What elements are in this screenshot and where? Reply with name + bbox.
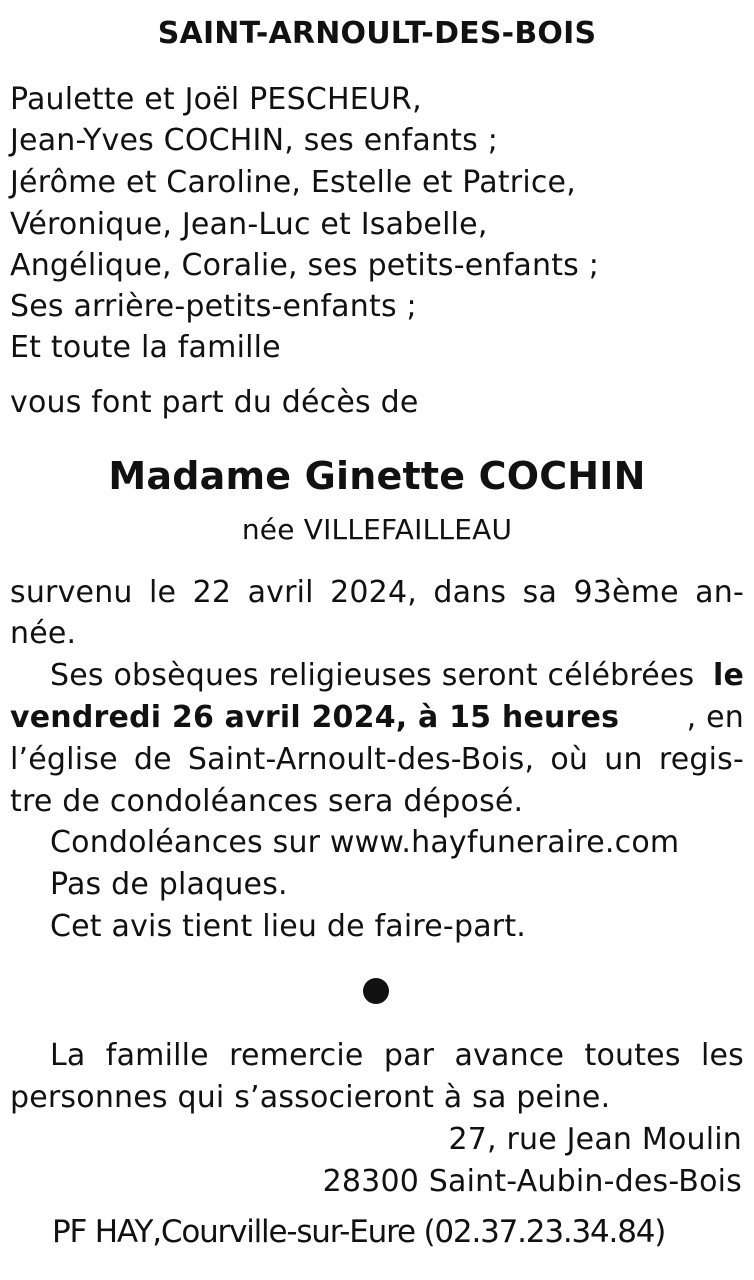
maiden-name: née VILLEFAILLEAU: [241, 513, 513, 546]
family-line: Angélique, Coralie, ses petits-enfants ;: [10, 248, 600, 283]
ceremony-line: [50, 656, 744, 696]
deceased-name: Madame Ginette COCHIN: [108, 454, 646, 498]
address-street: 27, rue Jean Moulin: [448, 1122, 742, 1157]
town-heading: SAINT-ARNOULT-DES-BOIS: [157, 16, 597, 51]
ceremony-line: tre de condoléances sera déposé.: [10, 784, 524, 819]
thanks-line: La famille remercie par avance toutes les: [50, 1038, 744, 1073]
no-plaques-line: Pas de plaques.: [50, 867, 288, 902]
ceremony-line: [10, 698, 744, 738]
death-line: née.: [10, 616, 77, 651]
funeral-home: PF HAY,Courville-sur-Eure (02.37.23.34.84): [52, 1214, 666, 1250]
family-line: Jérôme et Caroline, Estelle et Patrice,: [10, 165, 576, 200]
family-line: Et toute la famille: [10, 330, 281, 365]
separator-dot: [363, 978, 389, 1004]
family-line: Véronique, Jean-Luc et Isabelle,: [10, 207, 488, 242]
ceremony-date-bold: vendredi 26 avril 2024, à 15 heures: [10, 700, 620, 735]
ceremony-date-bold: le: [712, 658, 744, 693]
address-city: 28300 Saint-Aubin-des-Bois: [322, 1164, 742, 1199]
ceremony-line: l’église de Saint-Arnoult-des-Bois, où un regis-: [10, 742, 744, 777]
family-line: Paulette et Joël PESCHEUR,: [10, 82, 422, 117]
family-line: Jean-Yves COCHIN, ses enfants ;: [10, 123, 499, 158]
condolences-line: Condoléances sur www.hayfuneraire.com: [50, 825, 680, 860]
family-line: vous font part du décès de: [10, 385, 419, 420]
announcement-line: Cet avis tient lieu de faire-part.: [50, 909, 527, 944]
death-line: survenu le 22 avril 2024, dans sa 93ème an-: [10, 575, 744, 610]
ceremony-text: , en: [686, 700, 744, 735]
family-line: Ses arrière-petits-enfants ;: [10, 289, 417, 324]
thanks-line: personnes qui s’associeront à sa peine.: [10, 1080, 611, 1115]
ceremony-text: Ses obsèques religieuses seront célébrées: [50, 658, 695, 693]
